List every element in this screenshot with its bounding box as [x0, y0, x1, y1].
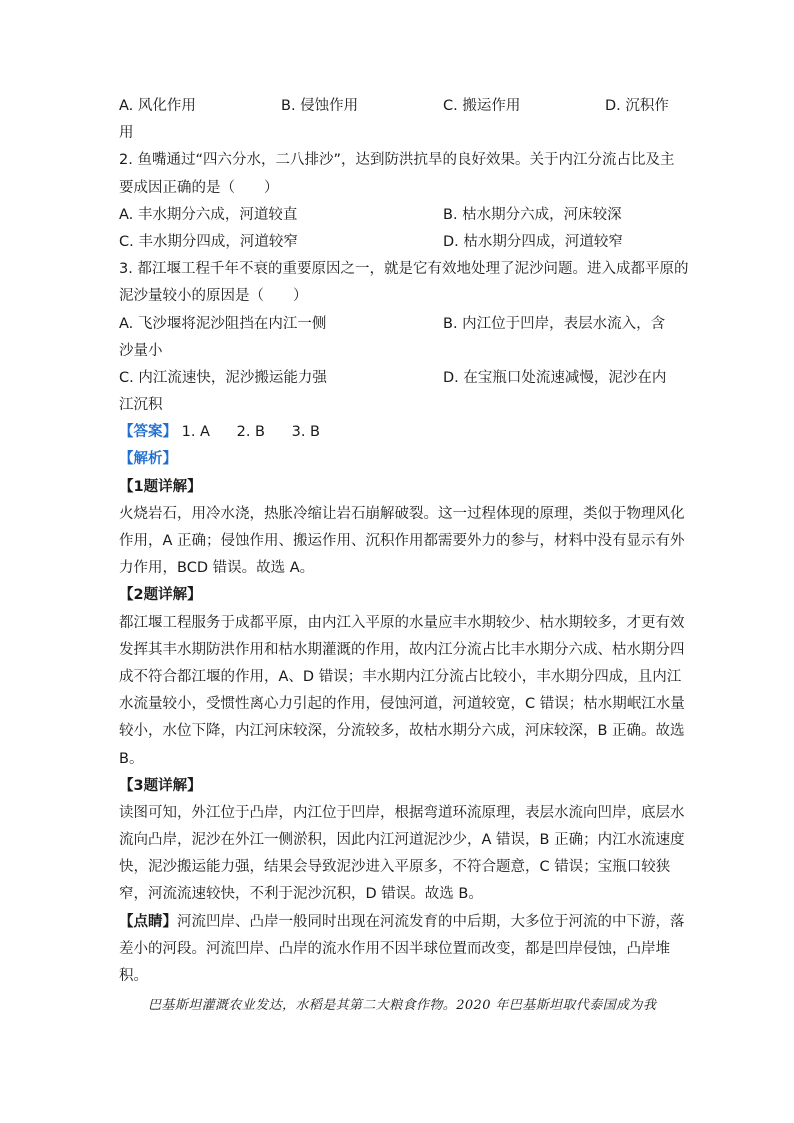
- next-material-line: 巴基斯坦灌溉农业发达，水稻是其第二大粮食作物。2020 年巴基斯坦取代泰国成为我: [148, 998, 657, 1013]
- detail-1-line: 火烧岩石，用冷水浇，热胀冷缩让岩石崩解破裂。这一过程体现的原理，类似于物理风化: [119, 505, 685, 522]
- tip-text: 河流凹岸、凸岸一般同时出现在河流发育的中后期，大多位于河流的中下游，落: [177, 913, 685, 930]
- detail-1-line: 力作用，BCD 错误。故选 A。: [119, 560, 315, 577]
- q1-option-b: B. 侵蚀作用: [281, 98, 359, 114]
- answer-tag: 【答案】: [119, 424, 177, 441]
- tip-line: 积。: [119, 968, 148, 984]
- detail-3-line: 快，泥沙搬运能力强，结果会导致泥沙进入平原多，不符合题意，C 错误；宝瓶口较狭: [119, 859, 671, 876]
- q3-option-c: C. 内江流速快，泥沙搬运能力强: [119, 369, 327, 386]
- detail-1-tag: 【1题详解】: [119, 478, 202, 495]
- q2-options-row1: [119, 202, 679, 229]
- q3-stem-line1: 3. 都江堰工程千年不衰的重要原因之一，就是它有效地处理了泥沙问题。进入成都平原的: [119, 261, 689, 278]
- q1-option-c: C. 搬运作用: [443, 98, 521, 114]
- detail-3-line: 流向凸岸，泥沙在外江一侧淤积，因此内江河道泥沙少，A 错误，B 正确；内江水流速度: [119, 832, 685, 849]
- detail-2-line: 都江堰工程服务于成都平原，由内江入平原的水量应丰水期较少、枯水期较多，才更有效: [119, 614, 685, 631]
- q3-stem-line2: 泥沙量较小的原因是（ ）: [119, 288, 308, 305]
- answer-item-1: 1. A: [181, 424, 210, 441]
- detail-3-line: 读图可知，外江位于凸岸，内江位于凹岸，根据弯道环流原理，表层水流向凹岸，底层水: [119, 804, 685, 821]
- q2-option-b: B. 枯水期分六成，河床较深: [443, 206, 622, 223]
- q2-option-a: A. 丰水期分六成，河道较直: [119, 206, 298, 223]
- tip-line1: [119, 909, 685, 936]
- detail-2-line: 成不符合都江堰的作用，A、D 错误；丰水期内江分流占比较小，丰水期分四成，且内江: [119, 668, 682, 685]
- detail-2-line: 较小，水位下降，内江河床较深，分流较多，故枯水期分六成，河床较深，B 正确。故选: [119, 723, 685, 740]
- detail-3-tag: 【3题详解】: [119, 777, 202, 794]
- q3-options-row2: [119, 365, 679, 392]
- tip-line: 差小的河段。河流凹岸、凸岸的流水作用不因半球位置而改变，都是凹岸侵蚀，凸岸堆: [119, 940, 670, 957]
- q3-options-row1: [119, 311, 679, 338]
- q1-options: [119, 93, 679, 120]
- q2-options-row2: [119, 229, 679, 256]
- q2-stem-line2: 要成因正确的是（ ）: [119, 179, 279, 196]
- document-content: [119, 93, 689, 990]
- q2-option-d: D. 枯水期分四成，河道较窄: [443, 233, 623, 250]
- detail-2-line: 发挥其丰水期防洪作用和枯水期灌溉的作用，故内江分流占比丰水期分六成、枯水期分四: [119, 641, 685, 658]
- tip-tag: 【点睛】: [119, 913, 177, 930]
- q2-option-c: C. 丰水期分四成，河道较窄: [119, 233, 298, 250]
- q1-option-a: A. 风化作用: [119, 98, 196, 114]
- q3-option-a: A. 飞沙堰将泥沙阻挡在内江一侧: [119, 315, 327, 332]
- q3-option-d: D. 在宝瓶口处流速减慢，泥沙在内: [443, 369, 667, 386]
- detail-2-line: 水流量较小，受惯性离心力引起的作用，侵蚀河道，河道较宽，C 错误；枯水期岷江水量: [119, 696, 685, 713]
- detail-2-tag: 【2题详解】: [119, 587, 202, 604]
- detail-1-line: 作用，A 正确；侵蚀作用、搬运作用、沉积作用都需要外力的参与，材料中没有显示有外: [119, 533, 685, 549]
- analysis-tag-line: [119, 446, 679, 473]
- analysis-tag: 【解析】: [119, 451, 177, 468]
- q1-option-d-wrap: 用: [119, 125, 134, 142]
- q3-option-d-wrap: 江沉积: [119, 397, 163, 414]
- detail-3-line: 窄，河流流速较快，不利于泥沙沉积，D 错误。故选 B。: [119, 886, 483, 903]
- q3-option-b-wrap: 沙量小: [119, 342, 163, 359]
- answer-item-2: 2. B: [236, 424, 265, 441]
- q3-option-b: B. 内江位于凹岸，表层水流入，含: [443, 315, 666, 332]
- detail-2-line: B。: [119, 750, 144, 767]
- answer-item-3: 3. B: [291, 424, 321, 441]
- answer-line: [119, 419, 679, 446]
- q1-option-d: D. 沉积作: [605, 98, 669, 114]
- q2-stem-line1: 2. 鱼嘴通过“四六分水，二八排沙”，达到防洪抗旱的良好效果。关于内江分流占比及主: [119, 152, 675, 169]
